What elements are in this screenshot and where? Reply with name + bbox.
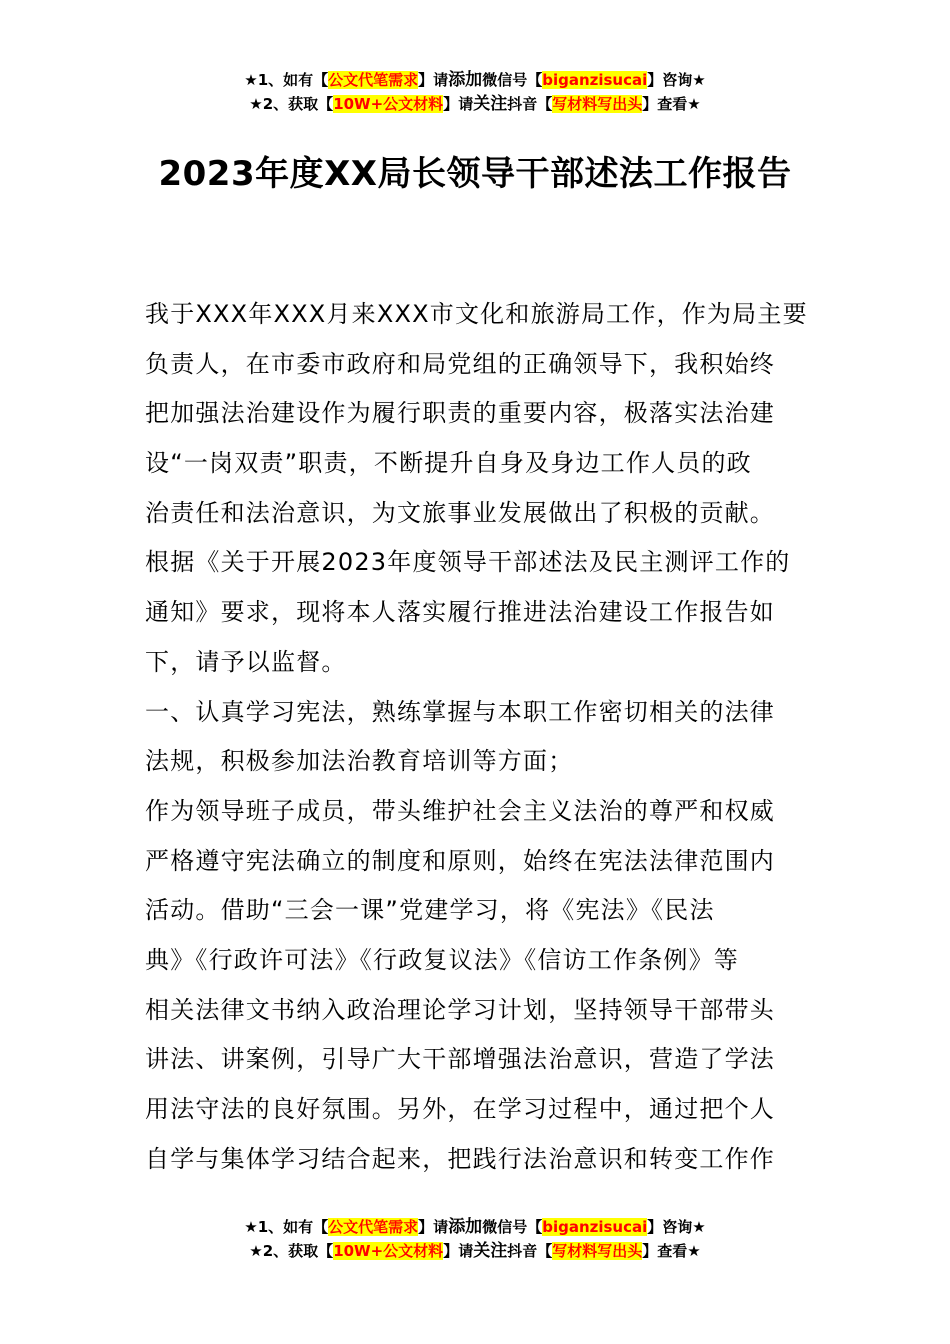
- document-body: [145, 290, 809, 1184]
- section-heading: 法规，积极参加法治教育培训等方面；: [145, 747, 574, 776]
- promo-text: ★1、如有【: [244, 71, 329, 89]
- body-line: 严格遵守宪法确立的制度和原则，始终在宪法法律范围内: [145, 846, 775, 875]
- promo-text: 】请: [418, 71, 449, 89]
- promo-highlight: 写材料写出头: [552, 95, 643, 113]
- body-line: 自学与集体学习结合起来，把践行法治意识和转变工作作: [145, 1144, 775, 1173]
- promo-text: 】查看★: [642, 95, 701, 113]
- promo-text: 微信号【: [482, 1218, 543, 1236]
- body-line: 相关法律文书纳入政治理论学习计划，坚持领导干部带头: [145, 995, 775, 1024]
- promo-text: 】请: [443, 1242, 474, 1260]
- promo-line-1: [0, 68, 950, 92]
- body-line: 通知》要求，现将本人落实履行推进法治建设工作报告如: [145, 598, 775, 627]
- promo-line-2: [0, 92, 950, 116]
- promo-highlight: biganzisucai: [542, 1218, 648, 1236]
- body-line: 负责人，在市委市政府和局党组的正确领导下，我积始终: [145, 349, 775, 378]
- promo-line-1: [0, 1215, 950, 1239]
- body-line: 治责任和法治意识，为文旅事业发展做出了积极的贡献。: [145, 498, 775, 527]
- body-line: 用法守法的良好氛围。另外，在学习过程中，通过把个人: [145, 1095, 775, 1123]
- bottom-promo-banner: [0, 1215, 950, 1263]
- promo-text: 】咨询★: [647, 71, 706, 89]
- section-heading: 一、认真学习宪法，熟练掌握与本职工作密切相关的法律: [145, 697, 775, 726]
- body-line: 根据《关于开展2023年度领导干部述法及民主测评工作的: [145, 548, 791, 577]
- body-line: 活动。借助“三会一课”党建学习，将《宪法》《民法: [145, 896, 715, 925]
- document-title: 2023年度XX局长领导干部述法工作报告: [158, 154, 792, 194]
- body-line: 设“一岗双责”职责，不断提升自身及身边工作人员的政: [145, 449, 752, 478]
- promo-emphasis: 关注: [473, 1241, 508, 1261]
- promo-text: 抖音【: [507, 1242, 553, 1260]
- promo-emphasis: 添加: [448, 1217, 483, 1237]
- promo-highlight: 10W+公文材料: [333, 95, 444, 113]
- promo-emphasis: 关注: [473, 94, 508, 114]
- promo-line-2: [0, 1239, 950, 1263]
- body-line: 我于XXX年XXX月来XXX市文化和旅游局工作，作为局主要: [145, 300, 808, 328]
- top-promo-banner: [0, 68, 950, 116]
- promo-highlight: 写材料写出头: [552, 1242, 643, 1260]
- promo-highlight: 10W+公文材料: [333, 1242, 444, 1260]
- body-line: 把加强法治建设作为履行职责的重要内容，极落实法治建: [145, 399, 775, 428]
- promo-highlight: 公文代笔需求: [328, 71, 419, 89]
- promo-emphasis: 添加: [448, 70, 483, 90]
- promo-text: 】查看★: [642, 1242, 701, 1260]
- promo-text: 】请: [443, 95, 474, 113]
- promo-text: ★1、如有【: [244, 1218, 329, 1236]
- body-line: 作为领导班子成员，带头维护社会主义法治的尊严和权威: [145, 796, 775, 825]
- promo-text: 微信号【: [482, 71, 543, 89]
- promo-text: ★2、获取【: [249, 1242, 334, 1260]
- promo-text: 】请: [418, 1218, 449, 1236]
- promo-text: 抖音【: [507, 95, 553, 113]
- body-line: 典》《行政许可法》《行政复议法》《信访工作条例》等: [145, 945, 739, 974]
- promo-highlight: biganzisucai: [542, 71, 648, 89]
- promo-highlight: 公文代笔需求: [328, 1218, 419, 1236]
- body-line: 下，请予以监督。: [145, 647, 347, 676]
- promo-text: 】咨询★: [647, 1218, 706, 1236]
- body-line: 讲法、讲案例，引导广大干部增强法治意识，营造了学法: [145, 1045, 775, 1074]
- promo-text: ★2、获取【: [249, 95, 334, 113]
